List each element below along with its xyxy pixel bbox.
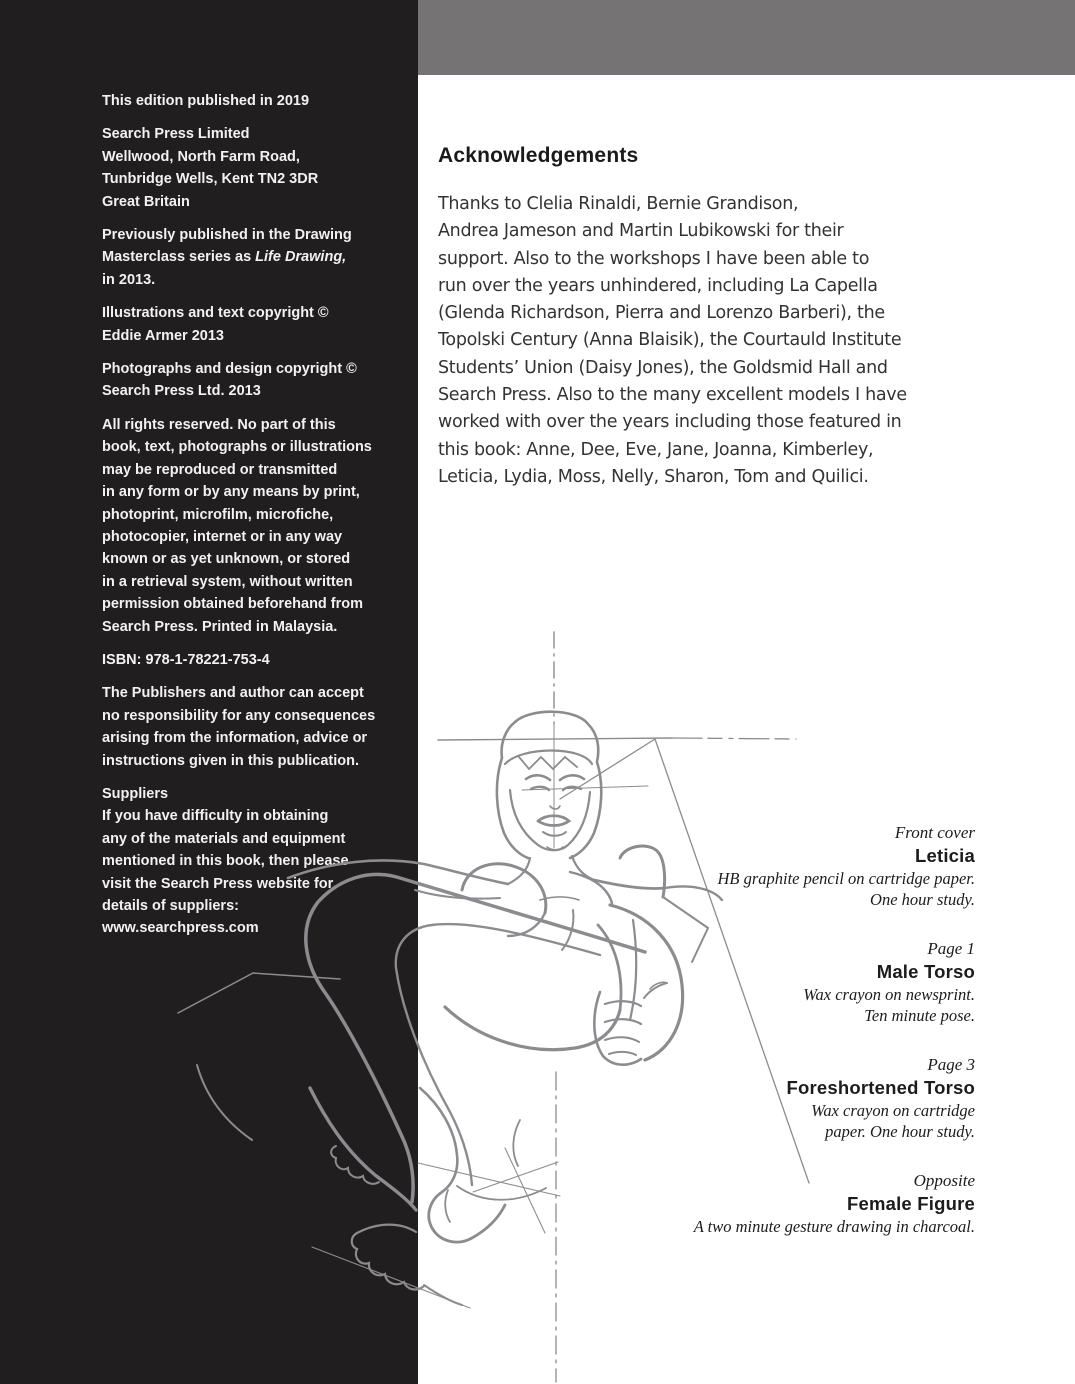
imprint-line: known or as yet unknown, or stored — [102, 551, 351, 568]
acknowledgements-line: Search Press. Also to the many excellent models I have — [438, 385, 907, 406]
imprint-line: The Publishers and author can accept — [102, 685, 364, 702]
imprint-paragraph — [102, 649, 402, 671]
caption-desc-line: paper. One hour study. — [825, 1122, 975, 1141]
caption-list — [645, 822, 975, 1265]
top-gray-bar — [418, 0, 1075, 75]
imprint-paragraph — [102, 224, 402, 291]
caption-page-label: Page 1 — [927, 939, 975, 958]
acknowledgements-line: Leticia, Lydia, Moss, Nelly, Sharon, Tom and Quilici. — [438, 466, 869, 487]
imprint-line: Great Britain — [102, 193, 190, 210]
caption-title: Male Torso — [876, 961, 975, 982]
imprint-line: Search Press Limited — [102, 126, 250, 143]
imprint-line: Illustrations and text copyright © — [102, 305, 329, 322]
caption-title: Leticia — [914, 845, 975, 866]
imprint-paragraph — [102, 90, 402, 112]
imprint-line: photocopier, internet or in any way — [102, 528, 343, 545]
imprint-line: All rights reserved. No part of this — [102, 416, 336, 433]
imprint-line: permission obtained beforehand from — [102, 596, 364, 613]
imprint-paragraph — [102, 358, 402, 403]
acknowledgements-line: Thanks to Clelia Rinaldi, Bernie Grandison, — [438, 194, 799, 214]
caption-block — [645, 938, 975, 1026]
imprint-line: Previously published in the Drawing — [102, 227, 352, 244]
imprint-line: Suppliers — [102, 785, 169, 802]
imprint-line: Wellwood, North Farm Road, — [102, 148, 300, 165]
acknowledgements-section — [438, 144, 978, 491]
caption-desc-line: Wax crayon on cartridge — [811, 1101, 975, 1120]
imprint-line: photoprint, microfilm, microfiche, — [102, 506, 334, 523]
acknowledgements-title: Acknowledgements — [438, 144, 639, 167]
caption-title: Foreshortened Torso — [786, 1077, 975, 1098]
imprint-line: arising from the information, advice or — [102, 730, 368, 747]
caption-desc-line: One hour study. — [870, 890, 975, 909]
acknowledgements-body — [438, 191, 978, 491]
imprint-line: Photographs and design copyright © — [102, 361, 357, 378]
imprint-line: ISBN: 978-1-78221-753-4 — [102, 651, 270, 668]
imprint-line: Eddie Armer 2013 — [102, 327, 224, 344]
caption-desc-line: Ten minute pose. — [864, 1006, 975, 1025]
acknowledgements-line: (Glenda Richardson, Pierra and Lorenzo Barberi), the — [438, 303, 885, 324]
caption-page-label: Front cover — [894, 823, 975, 842]
imprint-line: visit the Search Press website for — [102, 875, 334, 892]
acknowledgements-line: Andrea Jameson and Martin Lubikowski for their — [438, 221, 844, 242]
figure-head — [497, 712, 601, 858]
imprint-paragraph — [102, 123, 402, 213]
imprint-line: instructions given in this publication. — [102, 752, 359, 769]
acknowledgements-line: support. Also to the workshops I have been able to — [438, 248, 870, 269]
acknowledgements-line: Topolski Century (Anna Blaisik), the Courtauld Institute — [438, 330, 902, 351]
imprint-line: details of suppliers: — [102, 898, 239, 914]
imprint-line: book, text, photographs or illustrations — [102, 439, 372, 456]
imprint-text-block — [102, 90, 402, 951]
imprint-line: any of the materials and equipment — [102, 830, 346, 847]
imprint-line: mentioned in this book, then please — [102, 853, 349, 870]
imprint-line: in a retrieval system, without written — [102, 573, 353, 590]
caption-block — [645, 1170, 975, 1237]
caption-block — [645, 822, 975, 910]
caption-title: Female Figure — [846, 1193, 975, 1214]
acknowledgements-line: worked with over the years including those featured in — [438, 412, 902, 433]
imprint-line: This edition published in 2019 — [102, 93, 310, 109]
imprint-line: no responsibility for any consequences — [102, 707, 376, 724]
acknowledgements-line: this book: Anne, Dee, Eve, Jane, Joanna, Kimberley, — [438, 439, 874, 460]
imprint-line: Masterclass series as Life Drawing, — [102, 249, 347, 266]
imprint-paragraph — [102, 414, 402, 638]
caption-page-label: Page 3 — [927, 1055, 975, 1074]
caption-desc-line: Wax crayon on newsprint. — [803, 985, 975, 1004]
imprint-line: in 2013. — [102, 271, 156, 288]
imprint-line: www.searchpress.com — [102, 920, 259, 937]
imprint-line: If you have difficulty in obtaining — [102, 808, 329, 825]
imprint-line: Tunbridge Wells, Kent TN2 3DR — [102, 171, 319, 188]
acknowledgements-line: run over the years unhindered, including La Capella — [438, 275, 878, 296]
imprint-paragraph — [102, 302, 402, 347]
imprint-line: in any form or by any means by print, — [102, 484, 360, 501]
caption-desc-line: HB graphite pencil on cartridge paper. — [717, 869, 975, 888]
caption-page-label: Opposite — [913, 1171, 975, 1190]
imprint-line: may be reproduced or transmitted — [102, 461, 338, 478]
imprint-line: Search Press Ltd. 2013 — [102, 383, 261, 400]
acknowledgements-line: Students’ Union (Daisy Jones), the Goldsmid Hall and — [438, 357, 888, 378]
caption-desc-line: A two minute gesture drawing in charcoal. — [693, 1217, 975, 1236]
imprint-line: Search Press. Printed in Malaysia. — [102, 618, 338, 635]
imprint-paragraph — [102, 783, 402, 940]
imprint-paragraph — [102, 682, 402, 772]
caption-block — [645, 1054, 975, 1142]
